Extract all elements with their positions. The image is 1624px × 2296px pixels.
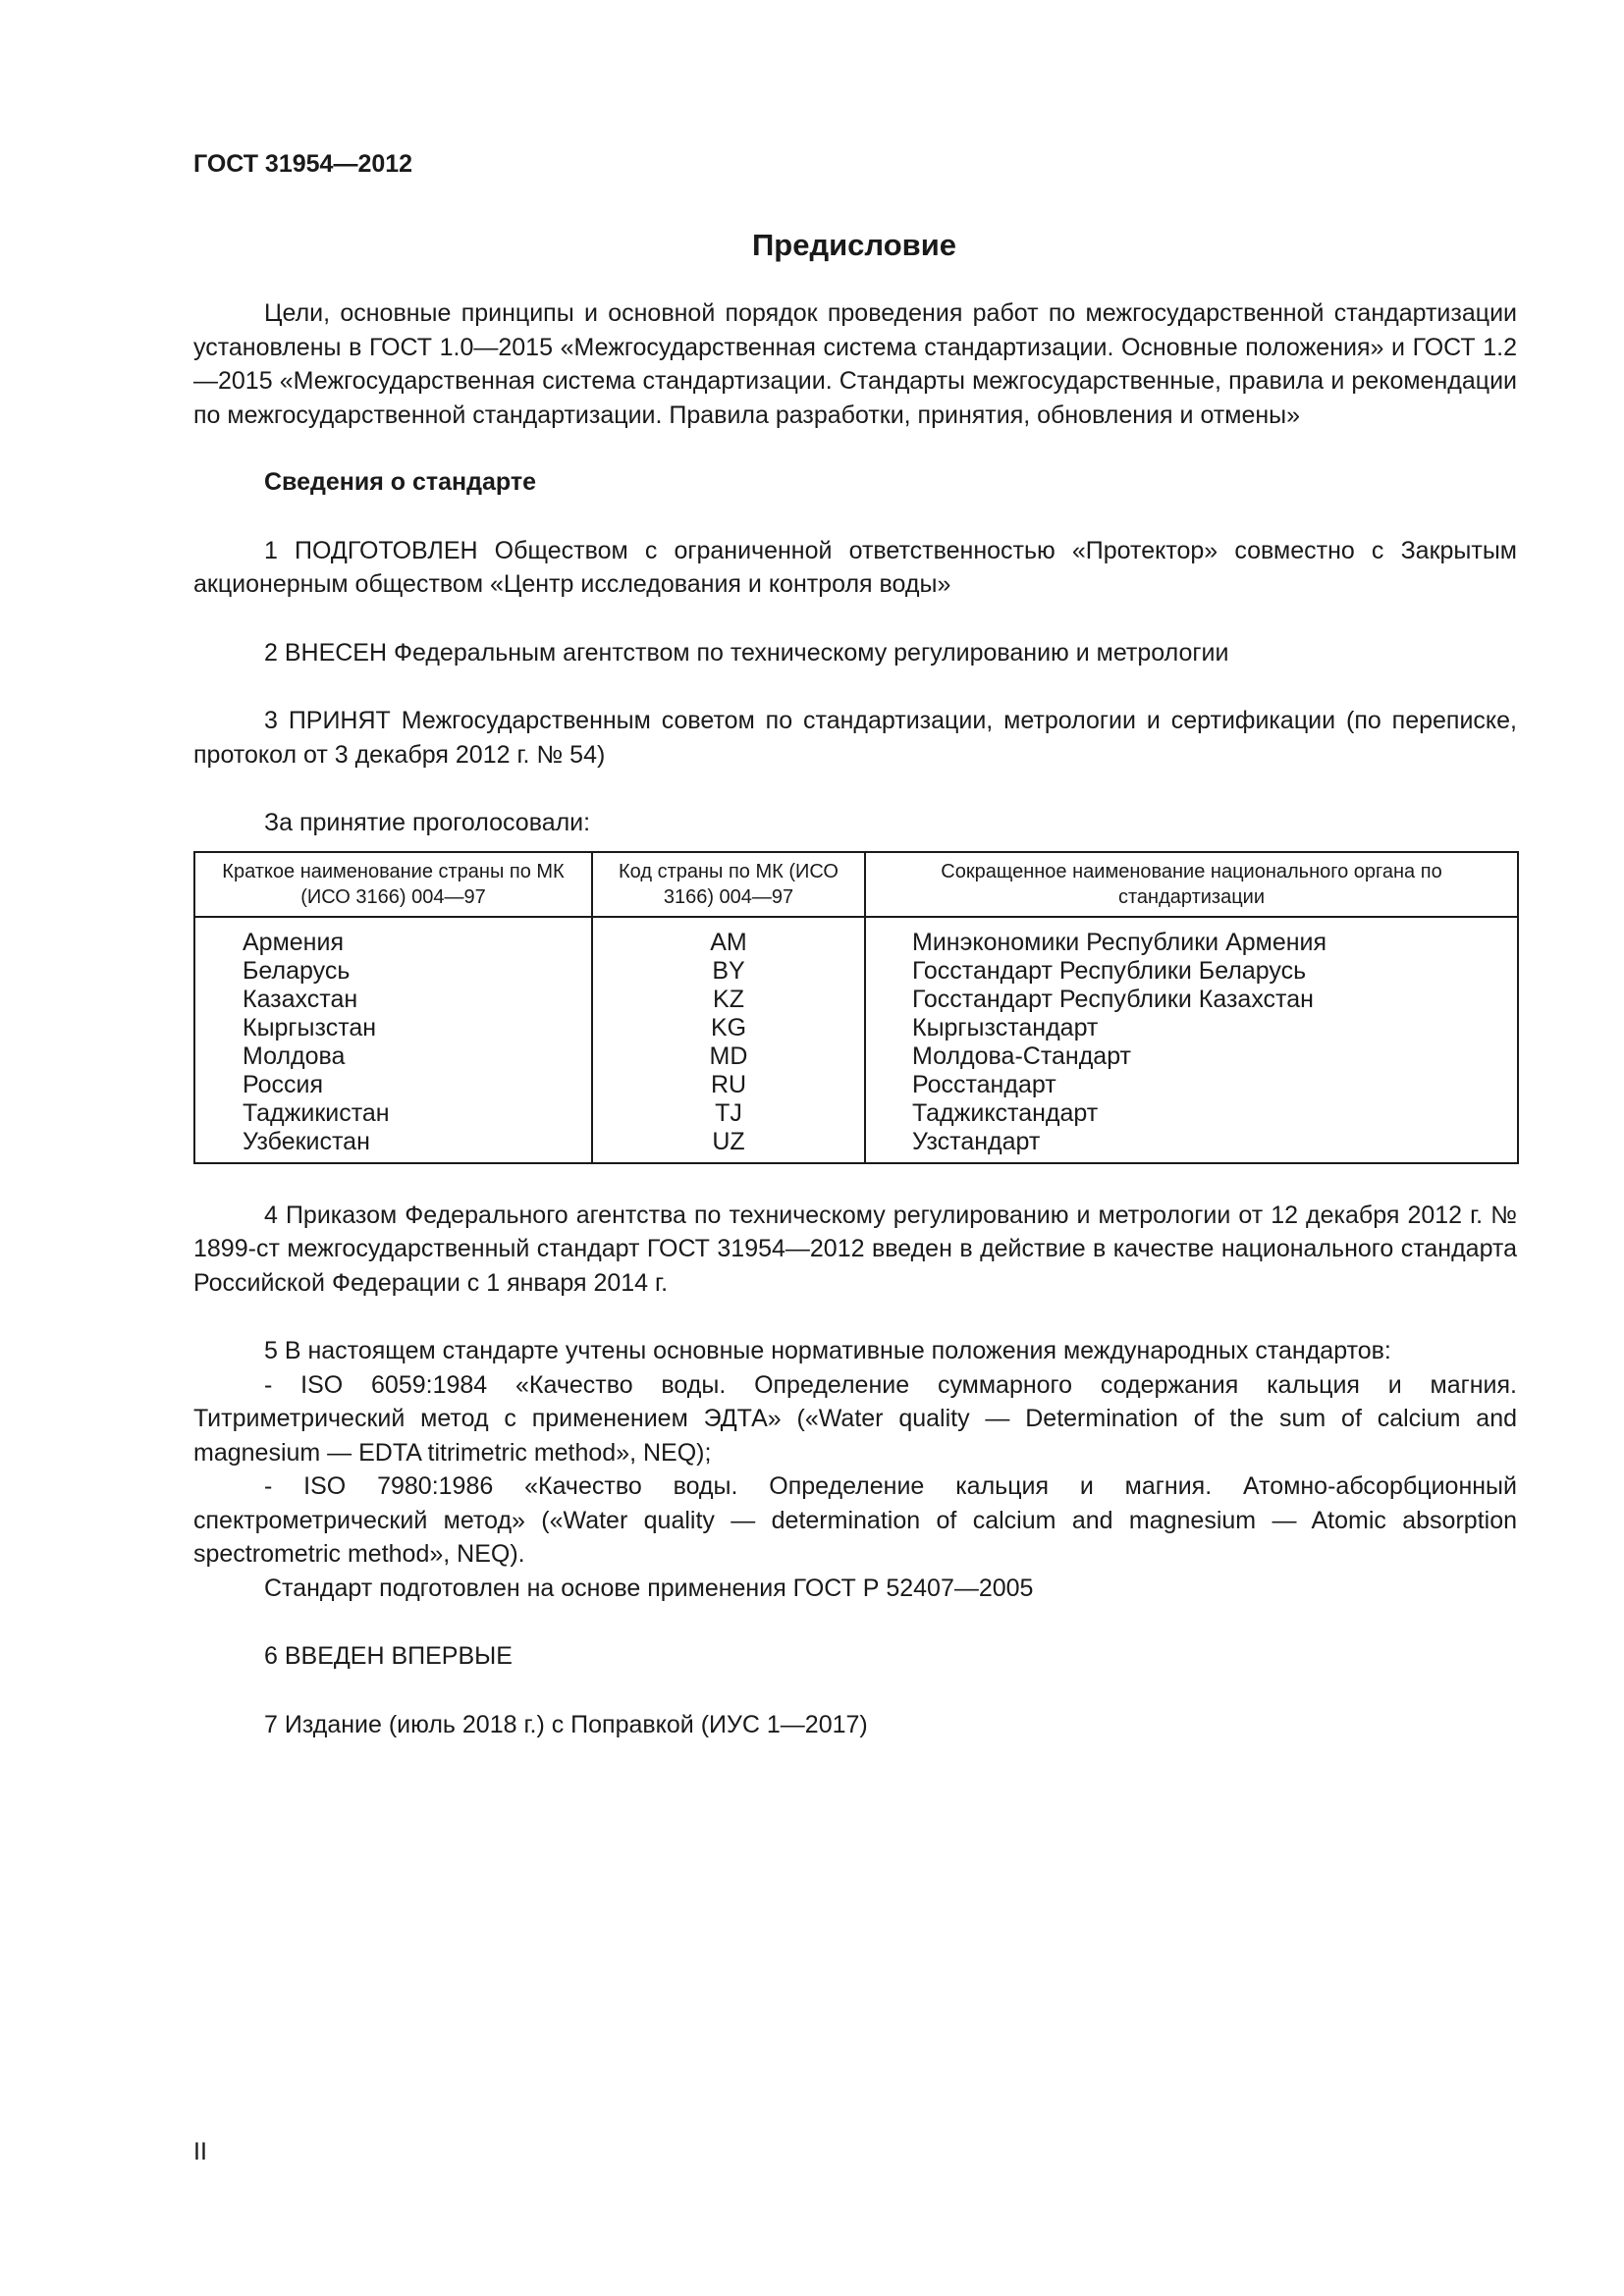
cell-org: Молдова-Стандарт (865, 1042, 1518, 1071)
cell-code: KZ (592, 986, 865, 1014)
item-6: 6 ВВЕДЕН ВПЕРВЫЕ (264, 1642, 513, 1670)
cell-country: Кыргызстан (194, 1014, 592, 1042)
cell-country: Таджикистан (194, 1099, 592, 1128)
table-row (194, 917, 1518, 957)
table-row (194, 986, 1518, 1014)
item-2: 2 ВНЕСЕН Федеральным агентством по техническому регулированию и метрологии (264, 638, 1229, 667)
item-5-iso-6059: - ISO 6059:1984 «Качество воды. Определение суммарного содержания кальция и магния. Титриметрический метод с применением ЭДТА» («Water quality — Determination of the sum of calcium and magnesium — EDTA titrimetric method», NEQ); (193, 1370, 1517, 1467)
cell-code: AM (592, 917, 865, 957)
cell-code: MD (592, 1042, 865, 1071)
table-row (194, 1071, 1518, 1099)
table-row (194, 1128, 1518, 1163)
table-row (194, 1099, 1518, 1128)
page-title: Предисловие (751, 228, 956, 262)
item-7: 7 Издание (июль 2018 г.) с Поправкой (ИУС 1—2017) (264, 1710, 868, 1738)
item-5-basis: Стандарт подготовлен на основе применения ГОСТ Р 52407—2005 (264, 1574, 1034, 1602)
intro-paragraph: Цели, основные принципы и основной порядок проведения работ по межгосударственной стандартизации установлены в ГОСТ 1.0—2015 «Межгосударственная система стандартизации. Основные положения» и ГОСТ 1.2—2015 «Межгосударственная система стандартизации. Стандарты межгосударственные, правила и рекомендации по межгосударственной стандартизации. Правила разработки, принятия, обновления и отмены» (193, 299, 1517, 429)
cell-code: KG (592, 1014, 865, 1042)
document-body (193, 296, 1517, 1741)
item-4: 4 Приказом Федерального агентства по техническому регулированию и метрологии от 12 декабря 2012 г. № 1899-ст межгосударственный стандарт ГОСТ 31954—2012 введен в действие в качестве национального стандарта Российской Федерации с 1 января 2014 г. (193, 1201, 1517, 1297)
item-3: 3 ПРИНЯТ Межгосударственным советом по стандартизации, метрологии и сертификации (по переписке, протокол от 3 декабря 2012 г. № 54) (193, 707, 1517, 769)
cell-code: UZ (592, 1128, 865, 1163)
table-row (194, 957, 1518, 986)
header-org: Сокращенное наименование национального органа по стандартизации (865, 852, 1518, 917)
cell-country: Молдова (194, 1042, 592, 1071)
member-states-table (193, 851, 1519, 1164)
item-1: 1 ПОДГОТОВЛЕН Обществом с ограниченной ответственностью «Протектор» совместно с Закрытым акционерным обществом «Центр исследования и контроля воды» (193, 536, 1517, 598)
cell-country: Россия (194, 1071, 592, 1099)
cell-code: TJ (592, 1099, 865, 1128)
info-heading: Сведения о стандарте (264, 468, 537, 496)
cell-org: Узстандарт (865, 1128, 1518, 1163)
header-code: Код страны по МК (ИСО 3166) 004—97 (592, 852, 865, 917)
page-number: II (193, 2138, 207, 2165)
table-row (194, 1042, 1518, 1071)
cell-org: Росстандарт (865, 1071, 1518, 1099)
cell-org: Госстандарт Республики Казахстан (865, 986, 1518, 1014)
cell-code: RU (592, 1071, 865, 1099)
cell-code: BY (592, 957, 865, 986)
cell-country: Беларусь (194, 957, 592, 986)
cell-org: Госстандарт Республики Беларусь (865, 957, 1518, 986)
cell-org: Минэкономики Республики Армения (865, 917, 1518, 957)
cell-org: Таджикстандарт (865, 1099, 1518, 1128)
cell-country: Армения (194, 917, 592, 957)
item-5-iso-7980: - ISO 7980:1986 «Качество воды. Определение кальция и магния. Атомно-абсорбционный спектрометрический метод» («Water quality — determination of calcium and magnesium — Atomic absorption spectrometric method», NEQ). (193, 1472, 1517, 1568)
table-row (194, 1014, 1518, 1042)
document-code: ГОСТ 31954—2012 (193, 150, 413, 178)
item-5: 5 В настоящем стандарте учтены основные нормативные положения международных стандартов: (264, 1337, 1391, 1364)
cell-country: Казахстан (194, 986, 592, 1014)
header-country: Краткое наименование страны по МК (ИСО 3166) 004—97 (194, 852, 592, 917)
voted-label: За принятие проголосовали: (264, 809, 591, 836)
cell-org: Кыргызстандарт (865, 1014, 1518, 1042)
cell-country: Узбекистан (194, 1128, 592, 1163)
table-header-row (194, 852, 1518, 917)
